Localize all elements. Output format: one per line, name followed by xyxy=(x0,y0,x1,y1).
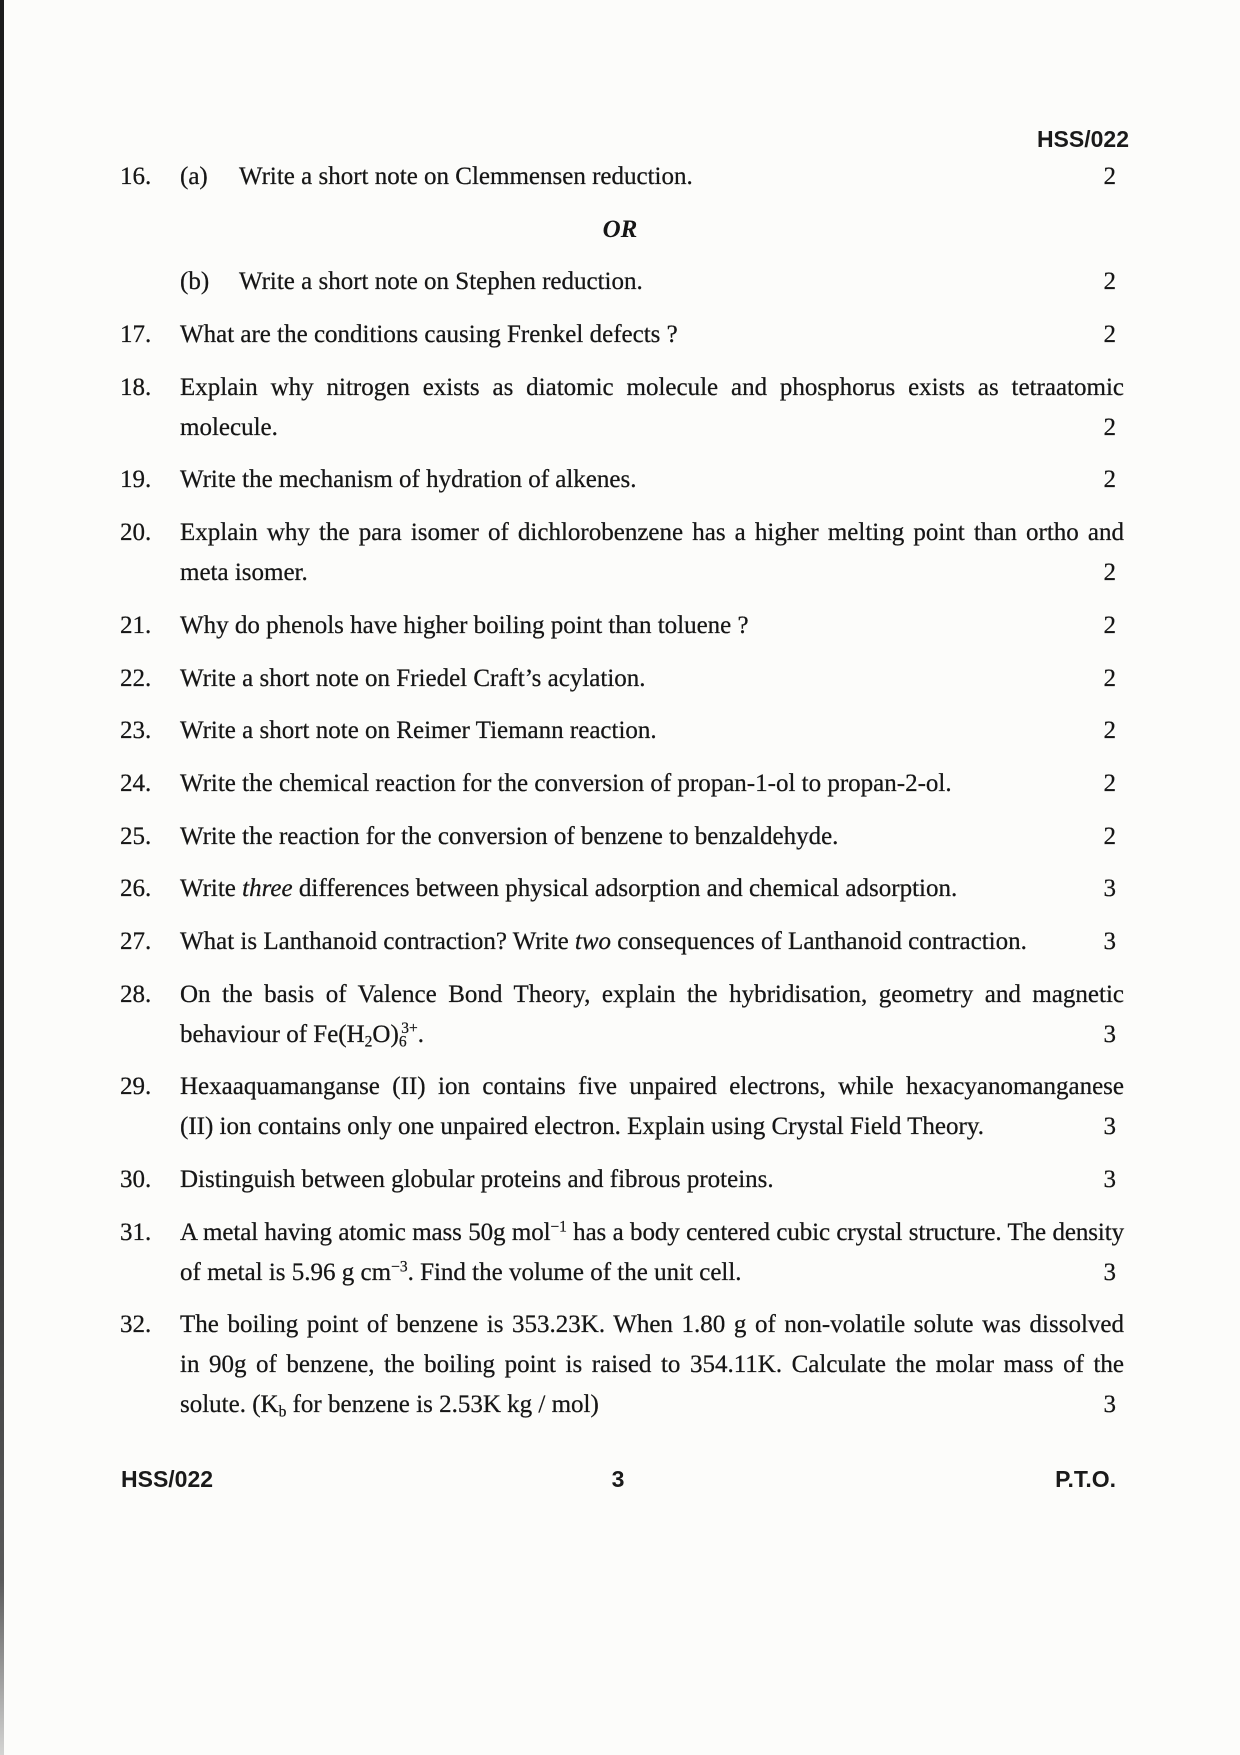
text-run: Hexaaquamanganse (II) ion contains five unpaired electrons, while hexacyanomanganese xyxy=(180,1073,1124,1101)
question-text-line xyxy=(239,262,1124,302)
question-text xyxy=(180,1253,742,1293)
question-body xyxy=(180,869,1124,909)
text-run: for benzene is 2.53K kg / mol) xyxy=(286,1391,599,1419)
question-number: 20. xyxy=(120,519,152,547)
question-text-line xyxy=(180,1253,1124,1293)
question-number: 27. xyxy=(120,927,152,955)
text-run: Explain why nitrogen exists as diatomic molecule and phosphorus exists as tetraatomic xyxy=(180,373,1124,401)
marks-value: 2 xyxy=(1103,769,1116,797)
question-item xyxy=(0,606,1240,646)
question-number: 31. xyxy=(120,1218,152,1246)
marks-value: 2 xyxy=(1103,559,1116,587)
question-item xyxy=(0,764,1240,804)
or-divider: OR xyxy=(602,215,638,243)
text-run: Write a short note on Clemmensen reduction. xyxy=(239,163,693,190)
question-body xyxy=(180,1067,1124,1147)
text-run: consequences of Lanthanoid contraction. xyxy=(611,927,1027,955)
question-body xyxy=(180,315,1124,355)
question-item xyxy=(0,262,1240,302)
text-run: Why do phenols have higher boiling point than toluene ? xyxy=(180,611,749,639)
marks-value: 3 xyxy=(1103,1391,1116,1419)
question-text-line xyxy=(180,513,1124,553)
question-number: 26. xyxy=(120,875,152,903)
question-number: 32. xyxy=(120,1311,152,1339)
question-item xyxy=(0,659,1240,699)
page-number: 3 xyxy=(611,1466,625,1492)
question-item xyxy=(0,1305,1240,1425)
question-text xyxy=(180,869,957,909)
question-text xyxy=(180,1160,774,1200)
text-run: The boiling point of benzene is 353.23K. When 1.80 g of non-volatile solute was dissolved xyxy=(180,1311,1124,1339)
question-list xyxy=(0,157,1240,1438)
marks-value: 2 xyxy=(1103,664,1116,692)
question-text-line xyxy=(180,659,1124,699)
text-run: Write a short note on Friedel Craft’s acylation. xyxy=(180,664,646,692)
text-run: Write the reaction for the conversion of benzene to benzaldehyde. xyxy=(180,822,839,850)
question-text xyxy=(180,711,657,751)
question-number: 17. xyxy=(120,321,152,349)
question-text-line xyxy=(180,1385,1124,1425)
question-text xyxy=(180,764,952,804)
question-number: 29. xyxy=(120,1073,152,1101)
subscript-text: 2 xyxy=(364,1033,373,1051)
question-text xyxy=(180,817,838,857)
supscript-text: −3 xyxy=(391,1258,408,1276)
question-item xyxy=(0,711,1240,751)
question-body xyxy=(180,368,1124,448)
question-text-line xyxy=(180,606,1124,646)
text-run: What is Lanthanoid contraction? Write xyxy=(180,927,575,955)
please-turn-over-note: P.T.O. xyxy=(1055,1466,1116,1492)
supscript-text: −1 xyxy=(550,1218,567,1236)
question-body xyxy=(180,157,1124,197)
question-number: 30. xyxy=(120,1166,152,1193)
question-text-line xyxy=(180,1305,1124,1345)
question-item xyxy=(0,869,1240,909)
question-number: 25. xyxy=(120,822,152,850)
question-body xyxy=(180,922,1124,962)
question-part-label: (a) xyxy=(180,163,208,190)
question-number: 23. xyxy=(120,717,152,745)
text-run: Write a short note on Reimer Tiemann reaction. xyxy=(180,717,657,745)
question-body xyxy=(180,513,1124,593)
question-text xyxy=(180,374,1124,401)
text-run: differences between physical adsorption and chemical adsorption. xyxy=(292,875,958,903)
question-text xyxy=(180,659,646,699)
marks-value: 2 xyxy=(1103,413,1116,441)
marks-value: 3 xyxy=(1103,1020,1116,1048)
question-body xyxy=(180,659,1124,699)
text-run: Write a short note on Stephen reduction. xyxy=(239,268,643,296)
question-text xyxy=(180,1073,1124,1100)
italic-text: three xyxy=(242,875,293,903)
question-item xyxy=(0,975,1240,1055)
question-body xyxy=(180,1160,1124,1200)
question-text xyxy=(180,1311,1124,1338)
question-text-line xyxy=(180,408,1124,448)
text-run: in 90g of benzene, the boiling point is raised to 354.11K. Calculate the molar mass of the xyxy=(180,1351,1124,1379)
question-number: 22. xyxy=(120,664,152,692)
question-text xyxy=(180,553,308,593)
paper-code-header: HSS/022 xyxy=(1036,126,1129,152)
text-run: molecule. xyxy=(180,413,278,441)
question-body xyxy=(180,764,1124,804)
question-item xyxy=(0,460,1240,500)
question-body xyxy=(180,1213,1124,1293)
question-text xyxy=(239,157,693,197)
question-text-line xyxy=(180,460,1124,500)
question-item xyxy=(0,922,1240,962)
text-run: . xyxy=(417,1020,425,1048)
question-text xyxy=(180,606,749,646)
question-item xyxy=(0,368,1240,448)
question-body xyxy=(180,975,1124,1055)
marks-value: 3 xyxy=(1103,875,1116,903)
question-text-line xyxy=(180,368,1124,408)
question-text-line xyxy=(180,1067,1124,1107)
marks-value: 2 xyxy=(1103,268,1116,296)
question-text-line xyxy=(180,1107,1124,1147)
question-number: 21. xyxy=(120,611,152,639)
question-item xyxy=(0,157,1240,197)
marks-value: 3 xyxy=(1103,927,1116,955)
marks-value: 2 xyxy=(1103,466,1116,494)
marks-value: 3 xyxy=(1103,1113,1116,1141)
question-text-line xyxy=(180,1160,1124,1200)
question-text-line xyxy=(180,553,1124,593)
question-number: 28. xyxy=(120,980,152,1008)
question-number: 18. xyxy=(120,373,152,401)
footer-paper-code: HSS/022 xyxy=(121,1466,214,1492)
marks-value: 3 xyxy=(1103,1258,1116,1286)
text-run: meta isomer. xyxy=(180,559,308,587)
text-run: Write the mechanism of hydration of alkenes. xyxy=(180,466,637,494)
marks-value: 2 xyxy=(1103,611,1116,639)
question-text xyxy=(180,460,636,500)
question-number: 19. xyxy=(120,466,152,494)
text-run: A metal having atomic mass 50g mol xyxy=(180,1218,551,1246)
question-text-line xyxy=(180,711,1124,751)
text-run: O) xyxy=(372,1020,399,1048)
question-body xyxy=(180,460,1124,500)
question-text xyxy=(180,1015,424,1055)
question-body xyxy=(180,262,1124,302)
marks-value: 2 xyxy=(1103,163,1116,190)
text-run: Write the chemical reaction for the conversion of propan-1-ol to propan-2-ol. xyxy=(180,769,952,797)
subscript-text: b xyxy=(278,1404,287,1422)
question-text-line xyxy=(180,1015,1124,1055)
text-run: of metal is 5.96 g cm xyxy=(180,1258,392,1286)
question-item xyxy=(0,817,1240,857)
question-item xyxy=(0,1067,1240,1147)
question-body xyxy=(180,606,1124,646)
text-run: . Find the volume of the unit cell. xyxy=(407,1258,742,1286)
question-text xyxy=(180,408,278,448)
question-text xyxy=(180,519,1124,546)
text-run: behaviour of Fe(H xyxy=(180,1020,365,1048)
text-run: has a body centered cubic crystal structure. The density xyxy=(566,1218,1124,1246)
marks-value: 2 xyxy=(1103,321,1116,349)
supscript-text: 3+ xyxy=(401,1020,418,1038)
question-body xyxy=(180,817,1124,857)
text-run: Explain why the para isomer of dichlorobenzene has a higher melting point than ortho and xyxy=(180,519,1124,547)
question-text-line xyxy=(180,1213,1124,1253)
question-text xyxy=(180,1385,599,1425)
question-text xyxy=(180,922,1027,962)
question-body xyxy=(180,711,1124,751)
question-text-line xyxy=(180,922,1124,962)
question-text-line xyxy=(180,817,1124,857)
question-text-line xyxy=(180,315,1124,355)
question-text xyxy=(239,262,643,302)
question-body xyxy=(180,1305,1124,1425)
question-text xyxy=(180,1107,984,1147)
marks-value: 3 xyxy=(1103,1166,1116,1193)
question-text-line xyxy=(180,1345,1124,1385)
text-run: Write xyxy=(180,875,243,903)
question-item xyxy=(0,1160,1240,1200)
question-text xyxy=(180,1219,1124,1246)
italic-text: two xyxy=(574,927,612,955)
text-run: solute. (K xyxy=(180,1391,279,1419)
text-run: Distinguish between globular proteins and fibrous proteins. xyxy=(180,1166,774,1193)
text-run: (II) ion contains only one unpaired electron. Explain using Crystal Field Theory. xyxy=(180,1113,984,1141)
question-item xyxy=(0,513,1240,593)
subscript-text: 6 xyxy=(398,1033,407,1051)
question-item xyxy=(0,315,1240,355)
question-text-line xyxy=(180,764,1124,804)
marks-value: 2 xyxy=(1103,822,1116,850)
question-part-label: (b) xyxy=(180,268,210,296)
question-text xyxy=(180,315,678,355)
text-run: What are the conditions causing Frenkel defects ? xyxy=(180,321,678,349)
question-item xyxy=(0,1213,1240,1293)
question-number: 24. xyxy=(120,769,152,797)
marks-value: 2 xyxy=(1103,717,1116,745)
question-number: 16. xyxy=(120,163,152,190)
question-text xyxy=(180,981,1124,1008)
text-run: On the basis of Valence Bond Theory, explain the hybridisation, geometry and magnetic xyxy=(180,980,1124,1008)
question-text-line xyxy=(180,869,1124,909)
question-text-line xyxy=(180,975,1124,1015)
question-text xyxy=(180,1351,1124,1378)
question-text-line xyxy=(239,157,1124,197)
